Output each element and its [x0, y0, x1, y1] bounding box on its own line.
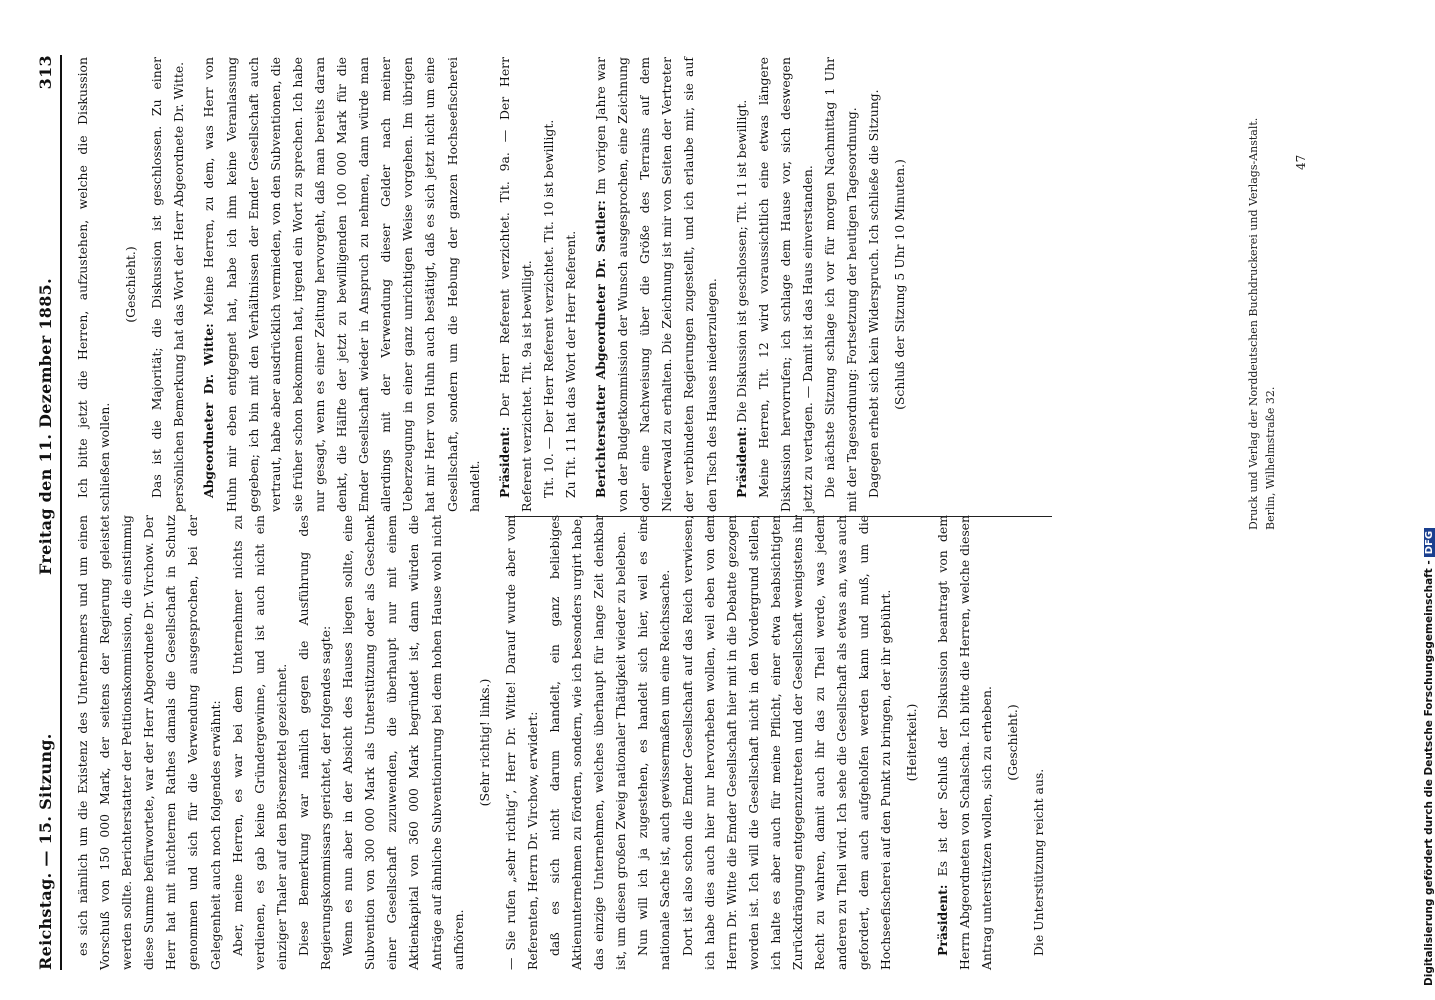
running-header	[28, 55, 62, 970]
text-paragraph: Wenn es nun aber in der Absicht des Hauses liegen sollte, eine Subvention von 300 000 Mark als Unterstützung oder als Geschenk einer Gesellschaft zuzuwenden, die überhaupt nur mit einem Aktienkapital von 360 000 Mark begründet ist, dann würden die Anträge auf ähnliche Subventionirung bei dem hohen Hause wohl nicht aufhören.	[340, 515, 466, 970]
stage-direction: (Schluß der Sitzung 5 Uhr 10 Minuten.)	[892, 159, 908, 410]
speech-paragraph	[932, 515, 998, 970]
text-paragraph: Dagegen erhebt sich kein Widerspruch. Ich schließe die Sitzung.	[866, 89, 882, 498]
header-date: Freitag den 11. Dezember 1885.	[36, 278, 55, 575]
stage-direction: (Geschieht.)	[1004, 704, 1020, 781]
speech-text: Meine Herren, zu dem, was Herr von Huhn mir eben entgegnet hat, habe ich ihm keine Veranlassung gegeben; ich bin mit den Verhältnissen der Emder Gesellschaft auch vertraut, habe aber ausdrücklich vermieden, von den Subventionen, die sie früher schon bekommen hat, irgend ein Wort zu sprechen. Ich habe nur gesagt, wenn es einer Zeitung hervorgeht, daß man bereits daran denkt, die Hälfte der jetzt zu bewilligenden 100 000 Mark für die Emder Gesellschaft wieder in Anspruch zu nehmen, dann würde man allerdings mit der Verwendung dieser Gelder nach meiner Ueberzeugung in einer ganz unrichtigen Weise vorgehen. Im übrigen hat mir Herr von Huhn auch bestätigt, daß es sich jetzt nicht um eine Gesellschaft, sondern um die Hebung der ganzen Hochseefischerei handelt.	[201, 57, 482, 512]
left-column	[72, 515, 1050, 970]
speech-paragraph	[494, 57, 538, 512]
speaker-name: Präsident:	[733, 426, 749, 498]
speaker-name: Abgeordneter Dr. Witte:	[201, 323, 217, 498]
speaker-name: Präsident:	[934, 884, 950, 956]
text-paragraph: — Sie rufen „sehr richtig“, Herr Dr. Witte! Darauf wurde aber vom Referenten, Herrn Dr. Virchow, erwidert:	[502, 515, 540, 970]
text-paragraph: Meine Herren, Tit. 12 wird voraussichtlich eine etwas längere Diskussion hervorrufen; ich schlage dem Hause vor, sich deswegen jetzt zu vertagen. — Damit ist das Haus einverstanden.	[755, 57, 815, 512]
stage-direction: (Geschieht.)	[123, 246, 139, 323]
text-paragraph: Aber, meine Herren, es war bei dem Unternehmer nichts zu verdienen, es gab keine Gründergewinne, und ist auch nicht ein einziger Thaler auf den Börsenzettel gezeichnet.	[229, 515, 289, 970]
digitization-credit-text: Digitalisierung gefördert durch die Deutsche Forschungsgemeinschaft -	[1423, 560, 1435, 986]
speaker-name: Präsident:	[496, 426, 512, 498]
sheet-number: 47	[1294, 154, 1308, 170]
speech-paragraph	[198, 57, 485, 512]
page-number: 313	[36, 55, 55, 90]
text-paragraph: Die Unterstützung reicht aus.	[1030, 768, 1046, 956]
text-paragraph: Die nächste Sitzung schlage ich vor für morgen Nachmittag 1 Uhr mit der Tagesordnung: Fortsetzung der heutigen Tagesordnung.	[822, 57, 860, 512]
header-rule	[60, 55, 62, 970]
dfg-logo: DFG	[1424, 528, 1435, 557]
right-column	[72, 57, 915, 512]
imprint	[1245, 50, 1308, 530]
stage-direction: (Heiterkeit.)	[904, 703, 920, 782]
text-paragraph: Dort ist also schon die Emder Gesellschaft auf das Reich verwiesen; ich habe dies auch hier nur hervorheben wollen, weil eben von dem Herrn Dr. Witte die Emder Gesellschaft hier mit in die Debatte gezogen worden ist. Ich will die Gesellschaft nicht in den Vordergrund stellen; ich halte es aber auch für meine Pflicht, einer etwa beabsichtigten Zurückdrängung entgegenzutreten und der Gesellschaft wenigstens ihr Recht zu wahren, damit auch ihr das zu Theil werde, was jedem anderen zu Theil wird. Ich sehe die Gesellschaft als etwas an, was auch gefordert, dem auch aufgeholfen werden kann und muß, um die Hochseefischerei auf den Punkt zu bringen, der ihr gebührt.	[679, 515, 894, 970]
speech-text: Der Herr Referent verzichtet. Tit. 9a. — Der Herr Referent verzichtet. Tit. 9a ist bewilligt.	[496, 57, 534, 512]
speech-text: Es ist der Schluß der Diskussion beantragt von dem Herrn Abgeordneten von Schalscha. Ich bitte die Herren, welche diesen Antrag unterstützen wollen, sich zu erheben.	[934, 515, 994, 970]
digitization-credit	[1423, 528, 1435, 986]
speech-paragraph	[590, 57, 723, 512]
text-paragraph: Ich bitte jetzt die Herren, aufzustehen, welche die Diskussion schließen wollen.	[75, 57, 113, 512]
speech-text: Im vorigen Jahre war von der Budgetkommission der Wunsch ausgesprochen, eine Zeichnung oder eine Nachweisung über die Größe des Terrains auf dem Niederwald zu erhalten. Die Zeichnung ist mir von Seiten der Vertreter der verbündeten Regierungen zugestellt, und ich erlaube mir, sie auf den Tisch des Hauses niederzulegen.	[593, 57, 719, 512]
speaker-name: Berichterstatter Abgeordneter Dr. Sattler:	[593, 200, 609, 498]
header-session: Reichstag. — 15. Sitzung.	[36, 733, 55, 970]
speech-text: Die Diskussion ist geschlossen; Tit. 11 ist bewilligt.	[733, 99, 749, 423]
text-paragraph: Das ist die Majorität; die Diskussion ist geschlossen. Zu einer persönlichen Bemerkung hat das Wort der Herr Abgeordnete Dr. Witte.	[149, 57, 187, 512]
column-divider	[505, 515, 1052, 517]
imprint-line-2: Berlin, Wilhelmstraße 32.	[1264, 386, 1277, 530]
text-paragraph: Tit. 10. — Der Herr Referent verzichtet. Tit. 10 ist bewilligt.	[540, 119, 556, 498]
text-paragraph: daß es sich nicht darum handelt, ein ganz beliebiges Aktienunternehmen zu fördern, sondern, wie ich besonders urgirt habe, das einzige Unternehmen, welches überhaupt für lange Zeit denkbar ist, um diesen großen Zweig nationaler Thätigkeit wieder zu beleben.	[546, 515, 629, 970]
stage-direction: (Sehr richtig! links.)	[476, 678, 492, 807]
speech-paragraph	[731, 57, 753, 512]
imprint-line-1: Druck und Verlag der Norddeutschen Buchdruckerei und Verlags-Anstalt.	[1247, 117, 1260, 530]
text-paragraph: Nun will ich ja zugestehen, es handelt sich hier, weil es eine nationale Sache ist, auch gewissermaßen um eine Reichssache.	[635, 515, 673, 970]
text-paragraph: es sich nämlich um die Existenz des Unternehmers und um einen Vorschuß von 150 000 Mark, der seitens der Regierung geleistet werden sollte. Berichterstatter der Petitionskommission, die einstimmig diese Summe befürwortete, war der Herr Abgeordnete Dr. Virchow. Der Herr hat mit nüchternen Rathes damals die Gesellschaft in Schutz genommen und sich für die Verwendung ausgesprochen, bei der Gelegenheit auch noch folgendes erwähnt:	[75, 515, 223, 970]
text-paragraph: Diese Bemerkung war nämlich gegen die Ausführung des Regierungskommissars gerichtet, der folgendes sagte:	[295, 515, 334, 970]
text-paragraph: Zu Tit. 11 hat das Wort der Herr Referent.	[562, 230, 578, 498]
